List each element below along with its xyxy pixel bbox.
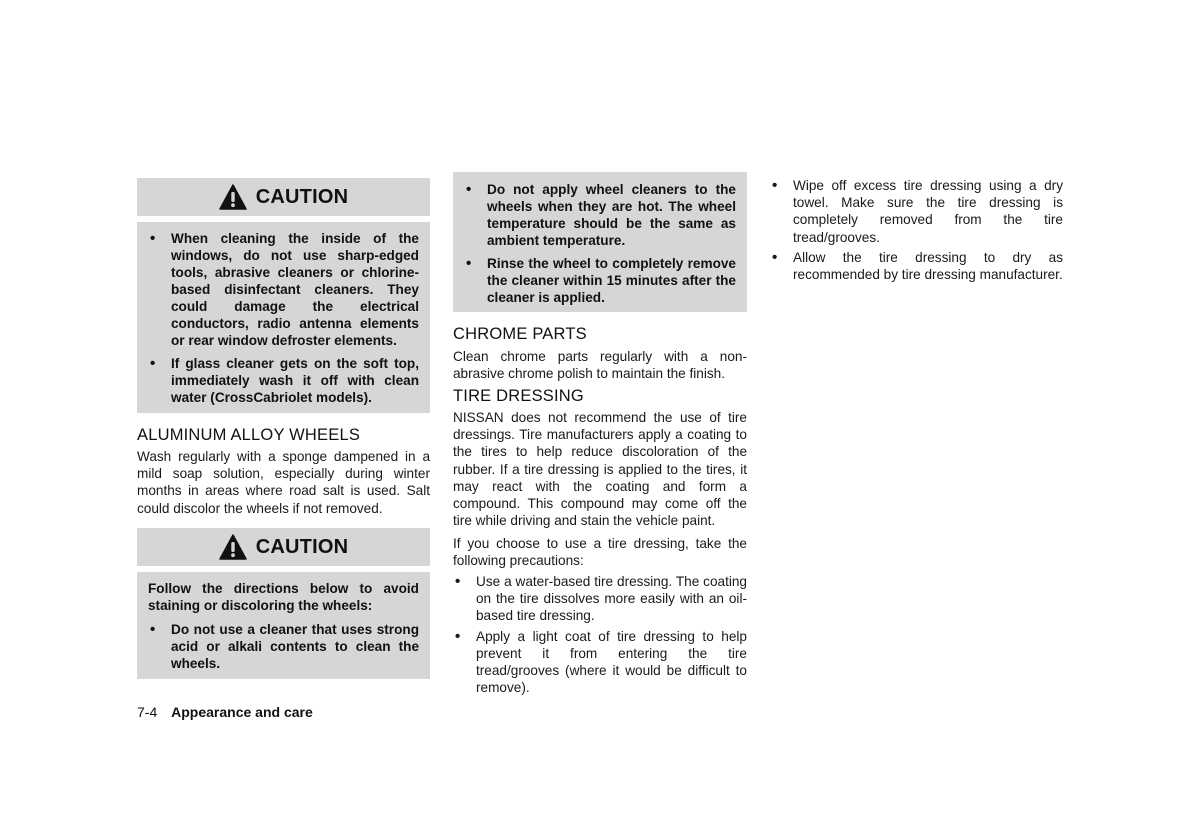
paragraph: Clean chrome parts regularly with a non-abrasive chrome polish to maintain the finish. xyxy=(453,349,747,382)
caution-title: CAUTION xyxy=(255,185,349,208)
section-heading: CHROME PARTS xyxy=(453,325,587,343)
page-footer xyxy=(137,704,313,720)
list-item: • Apply a light coat of tire dressing to help prevent it from entering the tire tread/grooves (where it would be difficult to remove). xyxy=(453,628,747,697)
caution-item: • Rinse the wheel to completely remove the cleaner within 15 minutes after the cleaner is applied. xyxy=(464,255,736,306)
page-number: 7-4 xyxy=(137,704,158,720)
tire-precautions-list xyxy=(453,573,747,699)
caution-body-continued xyxy=(453,172,747,312)
caution-title: CAUTION xyxy=(255,535,349,558)
warning-triangle-icon xyxy=(219,534,247,560)
caution-item: • When cleaning the inside of the windows, do not use sharp-edged tools, abrasive cleaners or chlorine-based disinfectant cleaners. They could damage the electrical conductors, radio antenna elements or rear window defroster elements. xyxy=(148,230,419,349)
paragraph: If you choose to use a tire dressing, take the following precautions: xyxy=(453,536,747,569)
caution-body xyxy=(137,222,430,413)
caution-header xyxy=(137,528,430,566)
section-title: Appearance and care xyxy=(171,704,313,720)
list-item: • Allow the tire dressing to dry as recommended by tire dressing manufacturer. xyxy=(770,249,1063,283)
caution-item: • Do not apply wheel cleaners to the wheels when they are hot. The wheel temperature should be the same as ambient temperature. xyxy=(464,181,736,249)
section-heading: TIRE DRESSING xyxy=(453,387,584,405)
caution-header xyxy=(137,178,430,216)
tire-precautions-list-continued xyxy=(770,177,1063,286)
section-heading: ALUMINUM ALLOY WHEELS xyxy=(137,426,361,444)
caution-intro: Follow the directions below to avoid staining or discoloring the wheels: xyxy=(148,581,419,613)
caution-body xyxy=(137,572,430,679)
caution-item: • Do not use a cleaner that uses strong acid or alkali contents to clean the wheels. xyxy=(148,621,419,672)
paragraph: NISSAN does not recommend the use of tire dressings. Tire manufacturers apply a coating to the tires to help reduce discoloration of the rubber. If a tire dressing is applied to the tires, it may react with the coating and form a compound. This compound may come off the tire while driving and stain the vehicle paint. xyxy=(453,410,747,529)
paragraph: Wash regularly with a sponge dampened in a mild soap solution, especially during winter months in areas where road salt is used. Salt could discolor the wheels if not removed. xyxy=(137,449,430,516)
list-item: • Wipe off excess tire dressing using a dry towel. Make sure the tire dressing is completely removed from the tire tread/grooves. xyxy=(770,177,1063,246)
caution-item: • If glass cleaner gets on the soft top, immediately wash it off with clean water (CrossCabriolet models). xyxy=(148,355,419,406)
warning-triangle-icon xyxy=(219,184,247,210)
list-item: • Use a water-based tire dressing. The coating on the tire dissolves more easily with an oil-based tire dressing. xyxy=(453,573,747,625)
